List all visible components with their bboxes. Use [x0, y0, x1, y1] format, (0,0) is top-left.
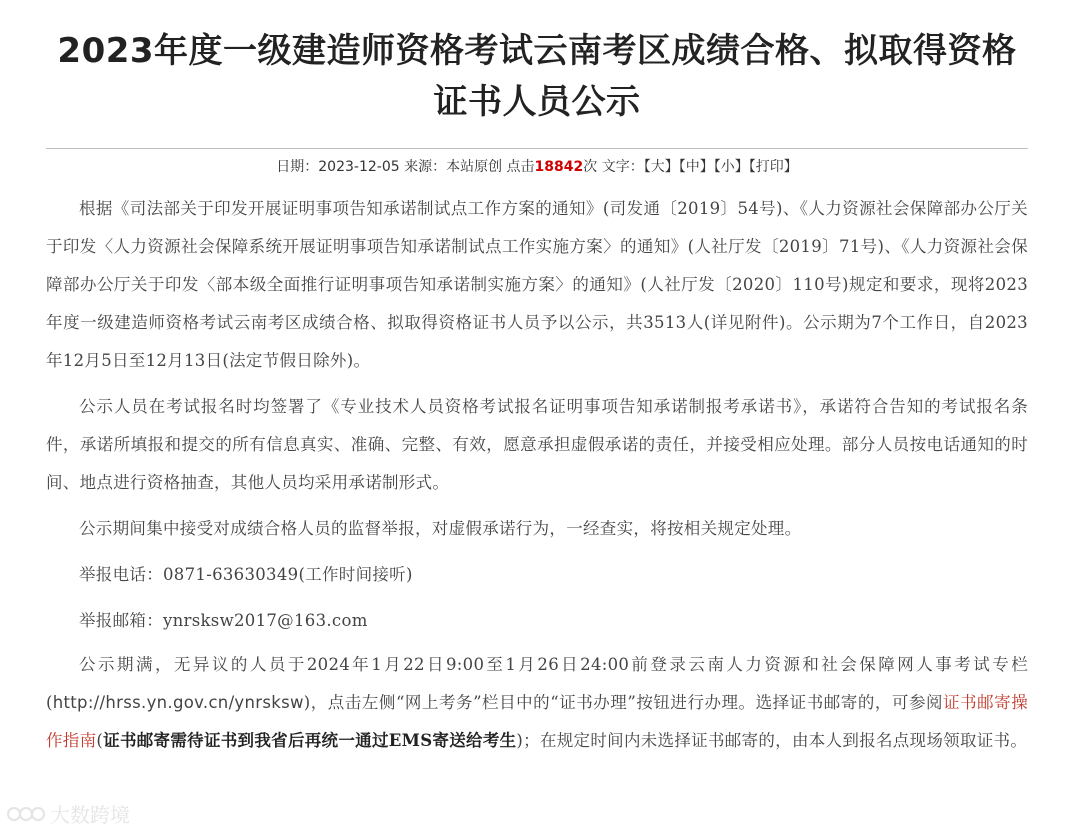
- watermark: [6, 799, 130, 828]
- paragraph-commitment: 公示人员在考试报名时均签署了《专业技术人员资格考试报名证明事项告知承诺制报考承诺书》，承诺符合告知的考试报名条件，承诺所填报和提交的所有信息真实、准确、完整、有效，愿意承担虚假承诺的责任，并接受相应处理。部分人员按电话通知的时间、地点进行资格抽查，其他人员均采用承诺制形式。: [46, 397, 1028, 492]
- report-phone: 举报电话：0871-63630349(工作时间接听): [79, 565, 413, 584]
- ems-notice: 证书邮寄需待证书到我省后再统一通过EMS寄送给考生: [103, 731, 517, 750]
- paragraph-certificate: [46, 646, 1028, 760]
- font-medium-button[interactable]: 【中】: [678, 159, 714, 175]
- certificate-text-b: )，点击左侧“网上考务”栏目中的“证书办理”按钮进行办理。选择证书邮寄的，可参阅: [303, 693, 944, 712]
- mail-guide-link[interactable]: 证书邮寄操作指南: [46, 693, 1029, 750]
- page-title: 2023年度一级建造师资格考试云南考区成绩合格、拟取得资格证书人员公示: [57, 31, 1017, 122]
- certificate-text-c: (: [96, 731, 104, 750]
- paragraph-basis: 根据《司法部关于印发开展证明事项告知承诺制试点工作方案的通知》(司发通〔2019〕54号)、《人力资源社会保障部办公厅关于印发〈人力资源社会保障系统开展证明事项告知承诺制试点工作实施方案〉的通知》(人社厅发〔2019〕71号)、《人力资源社会保障部办公厅关于印发〈部本级全面推行证明事项告知承诺制实施方案〉的通知》(人社厅发〔2020〕110号)规定和要求，现将2023年度一级建造师资格考试云南考区成绩合格、拟取得资格证书人员予以公示，共3513人(详见附件)。公示期为7个工作日，自2023年12月5日至12月13日(法定节假日除外)。: [46, 199, 1028, 370]
- watermark-text: 大数跨境: [50, 803, 130, 827]
- font-large-button[interactable]: 【大】: [643, 159, 679, 175]
- exam-portal-url: http://hrss.yn.gov.cn/ynrsksw: [52, 693, 304, 712]
- certificate-text-a: 公示期满，无异议的人员于2024年1月22日9:00至1月26日24:00前登录云南人力资源和社会保障网人事考试专栏(: [46, 655, 1028, 712]
- article-meta: [46, 156, 1028, 178]
- font-size-label: 文字：: [601, 159, 644, 175]
- article: [46, 26, 1028, 760]
- hits-unit: 次: [583, 159, 598, 175]
- print-button[interactable]: 【打印】: [748, 159, 798, 175]
- title-divider: [46, 148, 1028, 149]
- source-value: 本站原创: [446, 159, 503, 175]
- source-label: 来源：: [404, 159, 447, 175]
- date-label: 日期：: [276, 159, 319, 175]
- paragraph-supervision: 公示期间集中接受对成绩合格人员的监督举报，对虚假承诺行为，一经查实，将按相关规定处理。: [79, 519, 802, 538]
- watermark-logo-icon: [6, 803, 46, 825]
- hit-count: 18842: [534, 159, 584, 175]
- article-body: [46, 190, 1028, 760]
- font-small-button[interactable]: 【小】: [713, 159, 749, 175]
- publish-date: 2023-12-05: [318, 159, 400, 175]
- hits-label: 点击: [506, 159, 535, 175]
- report-email: 举报邮箱：ynrsksw2017@163.com: [79, 611, 368, 630]
- certificate-text-d: )；在规定时间内未选择证书邮寄的，由本人到报名点现场领取证书。: [516, 731, 1028, 750]
